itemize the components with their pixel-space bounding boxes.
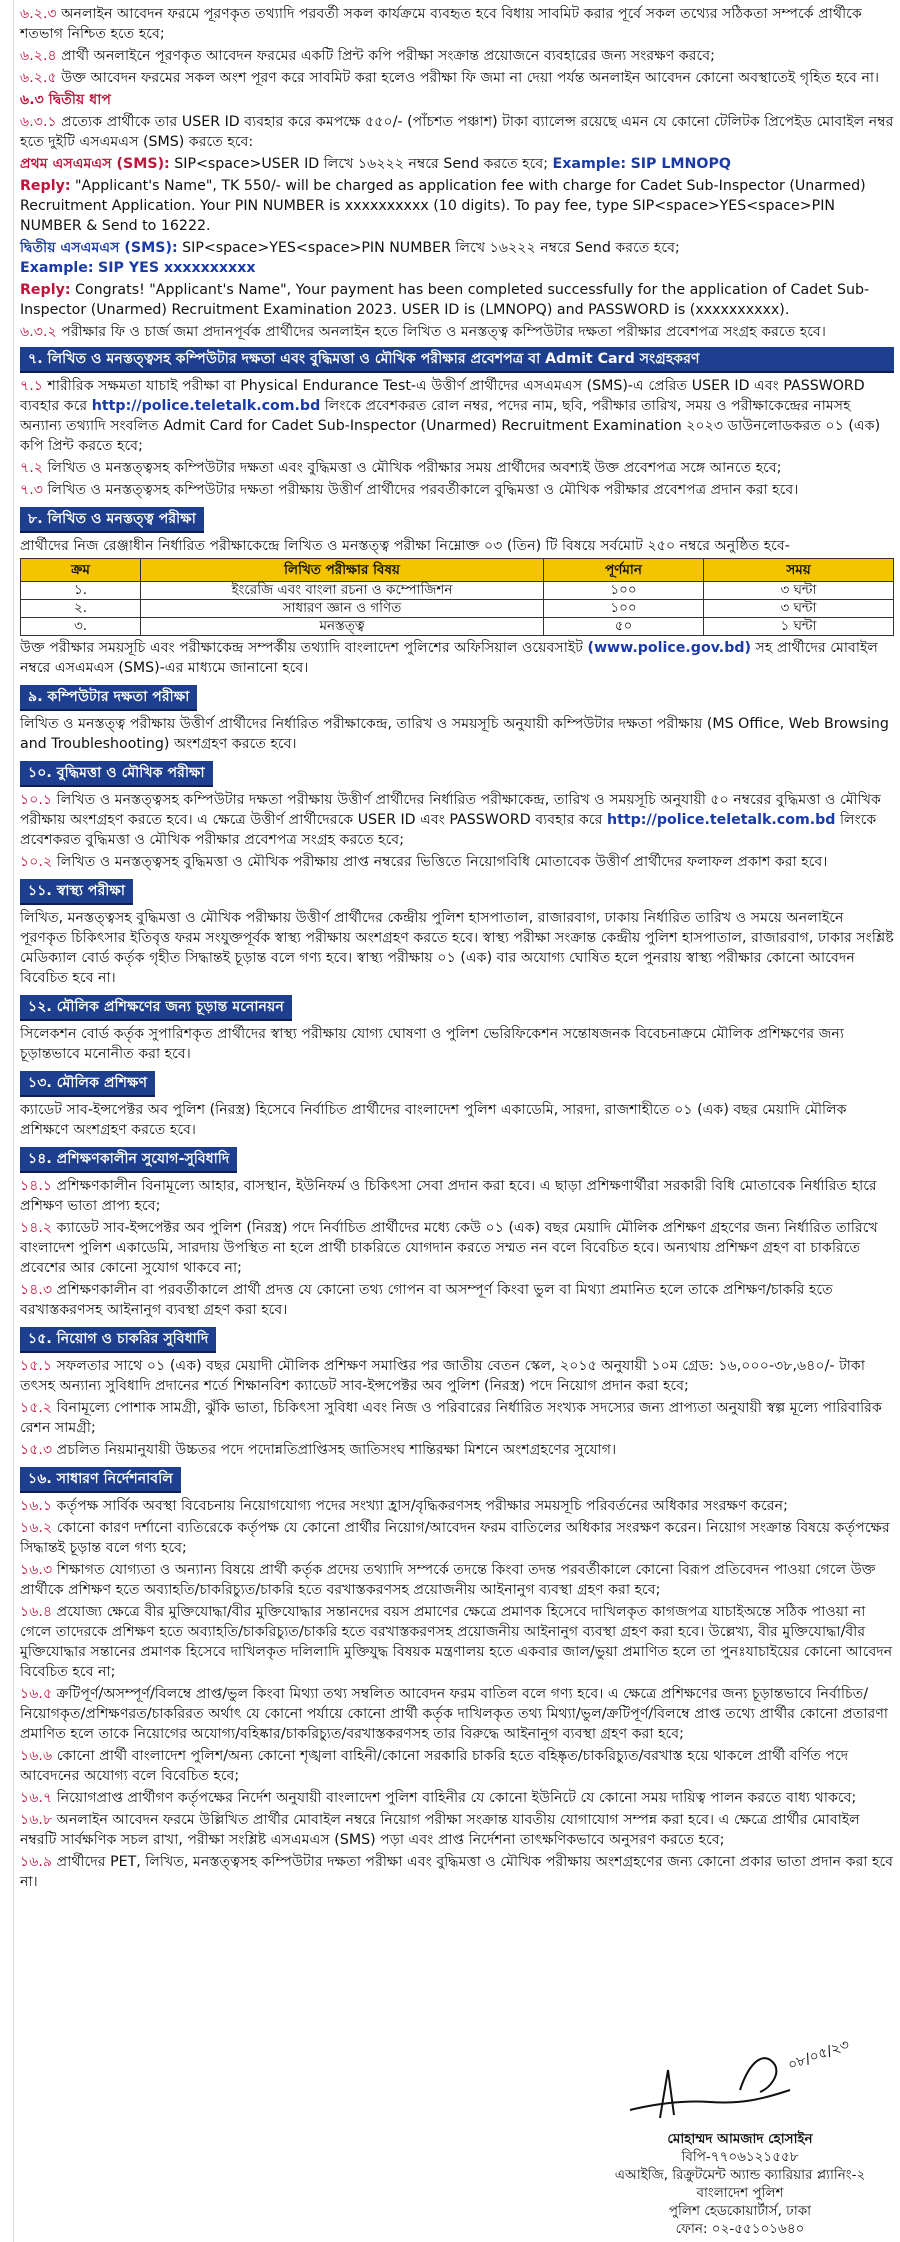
para-16-5 xyxy=(20,1684,894,1744)
first-sms-reply xyxy=(20,176,894,236)
item-text: কোনো প্রার্থী বাংলাদেশ পুলিশ/অন্য কোনো শৃঙ্খলা বাহিনী/কোনো সরকারি চাকরি হতে বহিষ্কৃত/চাকরিচ্যুত/বরখাস্ত হয়ে থাকলে প্রার্থী বর্ণিত পদে আবেদনের অযোগ্য বলে বিবেচিত হবে; xyxy=(20,1748,849,1784)
para-15-1 xyxy=(20,1356,894,1396)
para-16-7 xyxy=(20,1788,894,1808)
section-11-heading: ১১. স্বাস্থ্য পরীক্ষা xyxy=(20,879,133,905)
section-8-note xyxy=(20,638,894,678)
first-sms-instruction xyxy=(20,154,894,174)
sms-label: প্রথম এসএমএস (SMS): xyxy=(20,156,170,172)
para-15-3 xyxy=(20,1440,894,1460)
column-header: পূর্ণমান xyxy=(544,559,704,582)
table-cell: ৩. xyxy=(21,618,141,636)
para-6-2-3 xyxy=(20,4,894,44)
signatory-org: বাংলাদেশ পুলিশ xyxy=(696,2185,784,2201)
para-16-6 xyxy=(20,1746,894,1786)
table-row xyxy=(21,582,894,600)
note-text: উক্ত পরীক্ষার সময়সূচি এবং পরীক্ষাকেন্দ্র সম্পর্কীয় তথ্যাদি বাংলাদেশ পুলিশের অফিসিয়াল ওয়েবসাইট xyxy=(20,640,583,656)
table-cell: ২. xyxy=(21,600,141,618)
reply-label: Reply: xyxy=(20,178,71,194)
previous-page-edge xyxy=(0,0,14,2242)
example-value: SIP YES xxxxxxxxxx xyxy=(98,260,256,276)
para-14-2 xyxy=(20,1218,894,1278)
para-6-2-5 xyxy=(20,68,894,88)
section-12-text: সিলেকশন বোর্ড কর্তৃক সুপারিশকৃত প্রার্থীদের স্বাস্থ্য পরীক্ষায় যোগ্য ঘোষণা ও পুলিশ ভেরিফিকেশন সন্তোষজনক বিবেচনাক্রমে মৌলিক প্রশিক্ষণের জন্য চূড়ান্তভাবে মনোনীত করা হবে। xyxy=(20,1026,844,1062)
table-row xyxy=(21,600,894,618)
example-value: SIP LMNOPQ xyxy=(630,156,731,172)
column-header: ক্রম xyxy=(21,559,141,582)
item-text: সফলতার সাথে ০১ (এক) বছর মেয়াদী মৌলিক প্রশিক্ষণ সমাপ্তির পর জাতীয় বেতন স্কেল, ২০১৫ অনুযায়ী ১০ম গ্রেড: ১৬,০০০-৩৮,৬৪০/- টাকা তৎসহ অন্যান্য সুবিধাদি প্রদানের শর্তে শিক্ষানবিশ ক্যাডেট সাব-ইন্সপেক্টর অব পুলিশ (নিরস্ত্র) পদে নিয়োগ প্রদান করা হবে; xyxy=(20,1358,865,1394)
table-cell: ১০০ xyxy=(544,582,704,600)
reply-label: Reply: xyxy=(20,282,71,298)
item-text: ক্যাডেট সাব-ইন্সপেক্টর অব পুলিশ (নিরস্ত্র) পদে নির্বাচিত প্রার্থীদের মধ্যে কেউ ০১ (এক) বছর মেয়াদি মৌলিক প্রশিক্ষণ গ্রহণের জন্য নির্ধারিত তারিখে বাংলাদেশ পুলিশ একাডেমি, সারদায় উপস্থিত না হলে প্রার্থী চাকরিতে যোগদান করতে সম্মত নন বলে বিবেচিত হবে। অন্যথায় প্রশিক্ষণ গ্রহণ বা চাকরিতে প্রবেশের আর কোনো সুযোগ থাকবে না; xyxy=(20,1220,878,1276)
note-text: সহ প্রার্থীদের মোবাইল নম্বরে এসএমএস (SMS)-এর মাধ্যমে জানানো হবে। xyxy=(20,640,878,676)
section-8-intro: প্রার্থীদের নিজ রেঞ্জাধীন নির্ধারিত পরীক্ষাকেন্দ্রে লিখিত ও মনস্তত্ত্ব পরীক্ষা নিম্নোক্ত ০৩ (তিন) টি বিষয়ে সর্বমোট ২৫০ নম্বরে অনুষ্ঠিত হবে- xyxy=(20,538,790,554)
table-row xyxy=(21,618,894,636)
para-16-1 xyxy=(20,1496,894,1516)
para-16-8 xyxy=(20,1810,894,1850)
item-number: ১৪.২ xyxy=(20,1220,53,1236)
signature-date: ০৮/০৫/২৩ xyxy=(785,2036,852,2074)
handwritten-signature xyxy=(590,2030,870,2130)
item-text: লিখিত ও মনস্তত্ত্বসহ বুদ্ধিমত্তা ও মৌখিক পরীক্ষায় প্রাপ্ত নম্বরের ভিত্তিতে নিয়োগবিধি মোতাবেক উত্তীর্ণ প্রার্থীদের ফলাফল প্রকাশ করা হবে। xyxy=(56,854,828,870)
para-6-2-4 xyxy=(20,46,894,66)
para-7-1 xyxy=(20,376,894,456)
item-number: ১৬.২ xyxy=(20,1520,53,1536)
item-number: ১০.১ xyxy=(20,792,53,808)
para-7-2 xyxy=(20,458,894,478)
signatory-designation: এআইজি, রিক্রুটমেন্ট অ্যান্ড ক্যারিয়ার প্ল্যানিং-২ xyxy=(614,2167,866,2183)
item-number: ৬.২.৩ xyxy=(20,6,57,22)
item-text: বিনামূল্যে পোশাক সামগ্রী, ঝুঁকি ভাতা, চিকিৎসা সুবিধা এবং নিজ ও পরিবারের নির্ধারিত সংখ্যক সদস্যের জন্য প্রাপ্যতা অনুযায়ী স্বল্প মূল্যে পারিবারিক রেশন সামগ্রী; xyxy=(20,1400,882,1436)
item-number: ১৪.৩ xyxy=(20,1282,53,1298)
item-text: নিয়োগপ্রাপ্ত প্রার্থীগণ কর্তৃপক্ষের নির্দেশ অনুযায়ী বাংলাদেশ পুলিশ বাহিনীর যে কোনো ইউনিটে যে কোনো সময় দায়িত্ব পালন করতে বাধ্য থাকবে; xyxy=(56,1790,857,1806)
section-7-heading: ৭. লিখিত ও মনস্তত্ত্বসহ কম্পিউটার দক্ষতা এবং বুদ্ধিমত্তা ও মৌখিক পরীক্ষার প্রবেশপত্র বা Admit Card সংগ্রহকরণ xyxy=(20,347,894,373)
signatory-phone: ফোন: ০২-৫৫১০১৬৪০ xyxy=(675,2221,805,2237)
item-number: ১৬.৭ xyxy=(20,1790,53,1806)
section-9-text: লিখিত ও মনস্তত্ত্ব পরীক্ষায় উত্তীর্ণ প্রার্থীদের নির্ধারিত পরীক্ষাকেন্দ্র, তারিখ ও সময়সূচি অনুযায়ী কম্পিউটার দক্ষতা পরীক্ষায় (MS Office, Web Browsing and Troubleshooting) অংশগ্রহণ করতে হবে। xyxy=(20,716,889,752)
signatory-office: পুলিশ হেডকোয়ার্টার্স, ঢাকা xyxy=(668,2203,812,2219)
item-number: ১৬.৩ xyxy=(20,1562,53,1578)
reply-text: "Applicant's Name", TK 550/- will be charged as application fee with charge for Cadet Sub-Inspector (Unarmed) Recruitment Application. Your PIN NUMBER is xxxxxxxxxx (10 digits). To pay fee, type SIP<space>YES<space>PIN NUMBER & Send to 16222. xyxy=(20,178,866,234)
section-10-heading: ১০. বুদ্ধিমত্তা ও মৌখিক পরীক্ষা xyxy=(20,761,213,787)
para-16-2 xyxy=(20,1518,894,1558)
item-number: ৬.৩.২ xyxy=(20,324,57,340)
table-cell: ৩ ঘন্টা xyxy=(704,582,894,600)
subheading-6-3: ৬.৩ দ্বিতীয় ধাপ xyxy=(20,92,111,108)
table-cell: ১০০ xyxy=(544,600,704,618)
table-cell: ৫০ xyxy=(544,618,704,636)
teletalk-link[interactable]: http://police.teletalk.com.bd xyxy=(91,398,321,414)
second-sms-instruction xyxy=(20,238,894,278)
teletalk-link[interactable]: http://police.teletalk.com.bd xyxy=(606,812,836,828)
notice-content xyxy=(20,4,894,1894)
section-14-heading: ১৪. প্রশিক্ষণকালীন সুযোগ-সুবিধাদি xyxy=(20,1147,237,1173)
example-label: Example: xyxy=(552,156,627,172)
item-text: প্রযোজ্য ক্ষেত্রে বীর মুক্তিযোদ্ধা/বীর মুক্তিযোদ্ধার সন্তানদের বয়স প্রমাণের ক্ষেত্রে প্রমাণক হিসেবে দাখিলকৃত কাগজপত্র যাচাইঅন্তে সঠিক পাওয়া না গেলে তাদেরকে প্রশিক্ষণ হতে অব্যাহতি/চাকরিচ্যুত/চাকরি হতে বরখাস্তকরণসহ প্রয়োজনীয় আইনানুগ ব্যবস্থা গ্রহণ করা হবে। উল্লেখ্য, বীর মুক্তিযোদ্ধা/বীর মুক্তিযোদ্ধার সন্তানের প্রমাণক হিসেবে দাখিলকৃত দলিলাদি মুক্তিযুদ্ধ বিষয়ক মন্ত্রণালয় হতে একবার জাল/ভুয়া প্রমাণিত হলে তা পুনঃযাচাইয়ের কোনো আবেদন বিবেচিত হবে না; xyxy=(20,1604,893,1680)
para-7-3 xyxy=(20,480,894,500)
sms-label: দ্বিতীয় এসএমএস (SMS): xyxy=(20,240,178,256)
para-16-4 xyxy=(20,1602,894,1682)
signatory-bp: বিপি-৭৭০৬১২১৫৫৮ xyxy=(681,2149,799,2165)
section-12-heading: ১২. মৌলিক প্রশিক্ষণের জন্য চূড়ান্ত মনোনয়ন xyxy=(20,995,292,1021)
item-text: কর্তৃপক্ষ সার্বিক অবস্থা বিবেচনায় নিয়োগযোগ্য পদের সংখ্যা হ্রাস/বৃদ্ধিকরণসহ পরীক্ষার সময়সূচি পরিবর্তনের অধিকার সংরক্ষণ করেন; xyxy=(56,1498,788,1514)
sms-text: SIP<space>USER ID লিখে ১৬২২২ নম্বরে Send করতে হবে; xyxy=(174,156,549,172)
item-text: প্রার্থীদের PET, লিখিত, মনস্তত্ত্বসহ কম্পিউটার দক্ষতা পরীক্ষা এবং বুদ্ধিমত্তা ও মৌখিক পরীক্ষায় অংশগ্রহণের জন্য কোনো প্রকার ভাতা প্রদান করা হবে না। xyxy=(20,1854,894,1890)
police-website-link[interactable]: (www.police.gov.bd) xyxy=(587,640,751,656)
para-16-3 xyxy=(20,1560,894,1600)
para-16-9 xyxy=(20,1852,894,1892)
column-header: লিখিত পরীক্ষার বিষয় xyxy=(141,559,544,582)
item-number: ৬.৩.১ xyxy=(20,114,57,130)
second-sms-reply xyxy=(20,280,894,320)
item-text: কোনো কারণ দর্শানো ব্যতিরেকে কর্তৃপক্ষ যে কোনো প্রার্থীর নিয়োগ/আবেদন ফরম বাতিলের অধিকার সংরক্ষণ করেন। নিয়োগ সংক্রান্ত বিষয়ে কর্তৃপক্ষের সিদ্ধান্তই চূড়ান্ত বলে গণ্য হবে; xyxy=(20,1520,890,1556)
item-number: ১৫.১ xyxy=(20,1358,53,1374)
para-10-2 xyxy=(20,852,894,872)
item-number: ১৫.৩ xyxy=(20,1442,53,1458)
item-text: প্রচলিত নিয়মানুযায়ী উচ্চতর পদে পদোন্নতিপ্রাপ্তিসহ জাতিসংঘ শান্তিরক্ষা মিশনে অংশগ্রহণের সুযোগ। xyxy=(56,1442,617,1458)
para-15-2 xyxy=(20,1398,894,1438)
item-number: ১৪.১ xyxy=(20,1178,53,1194)
signatory-block xyxy=(590,2130,890,2238)
item-number: ১৬.৫ xyxy=(20,1686,53,1702)
item-number: ৭.২ xyxy=(20,460,43,476)
section-11-text: লিখিত, মনস্তত্ত্বসহ বুদ্ধিমত্তা ও মৌখিক পরীক্ষায় উত্তীর্ণ প্রার্থীদের কেন্দ্রীয় পুলিশ হাসপাতাল, রাজারবাগ, ঢাকায় নির্ধারিত তারিখ ও সময়ে অনলাইনে পূরণকৃত চিকিৎসার ইতিবৃত্ত ফরম সংযুক্তপূর্বক স্বাস্থ্য পরীক্ষায় অংশগ্রহণ করতে হবে। স্বাস্থ্য পরীক্ষা সংক্রান্ত কেন্দ্রীয় পুলিশ হাসপাতাল, রাজারবাগ, ঢাকার সংশ্লিষ্ট মেডিক্যাল বোর্ড কর্তৃক গৃহীত সিদ্ধান্তই চূড়ান্ত বলে গণ্য হবে। স্বাস্থ্য পরীক্ষায় ০১ (এক) বার অযোগ্য ঘোষিত হলে পুনরায় স্বাস্থ্য পরীক্ষার কোনো আবেদন বিবেচিত হবে না। xyxy=(20,910,894,986)
item-text: লিখিত ও মনস্তত্ত্বসহ কম্পিউটার দক্ষতা এবং বুদ্ধিমত্তা ও মৌখিক পরীক্ষার সময় প্রার্থীদের অবশ্যই উক্ত প্রবেশপত্র সঙ্গে আনতে হবে; xyxy=(47,460,782,476)
table-cell: ৩ ঘন্টা xyxy=(704,600,894,618)
item-text: পরীক্ষার ফি ও চার্জ জমা প্রদানপূর্বক প্রার্থীদের অনলাইন হতে লিখিত ও মনস্তত্ত্ব কম্পিউটার দক্ষতা পরীক্ষার প্রবেশপত্র সংগ্রহ করতে হবে। xyxy=(61,324,826,340)
item-number: ১৬.৮ xyxy=(20,1812,53,1828)
item-number: ৬.২.৪ xyxy=(20,48,57,64)
section-8-heading: ৮. লিখিত ও মনস্তত্ত্ব পরীক্ষা xyxy=(20,507,204,533)
item-text: লিখিত ও মনস্তত্ত্বসহ কম্পিউটার দক্ষতা পরীক্ষায় উত্তীর্ণ প্রার্থীদের নির্ধারিত পরীক্ষাকেন্দ্র, তারিখ ও সময়সূচি অনুযায়ী ৫০ নম্বরের বুদ্ধিমত্তা ও মৌখিক পরীক্ষায় অংশগ্রহণ করতে হবে। এ ক্ষেত্রে উত্তীর্ণ প্রার্থীদেরকে USER ID এবং PASSWORD ব্যবহার করে xyxy=(20,792,881,828)
item-text: অনলাইন আবেদন ফরমে উল্লিখিত প্রার্থীর মোবাইল নম্বরে নিয়োগ পরীক্ষা সংক্রান্ত যাবতীয় যোগাযোগ সম্পন্ন করা হবে। এ ক্ষেত্রে প্রার্থীর মোবাইল নম্বরটি সার্বক্ষণিক সচল রাখা, পরীক্ষা সংশ্লিষ্ট এসএমএস (SMS) পড়া এবং প্রাপ্ত নির্দেশনা তাৎক্ষণিকভাবে অনুসরণ করতে হবে; xyxy=(20,1812,860,1848)
section-13-text: ক্যাডেট সাব-ইন্সপেক্টর অব পুলিশ (নিরস্ত্র) হিসেবে নির্বাচিত প্রার্থীদের বাংলাদেশ পুলিশ একাডেমি, সারদা, রাজশাহীতে ০১ (এক) বছর মেয়াদি মৌলিক প্রশিক্ষণে অংশগ্রহণ করতে হবে। xyxy=(20,1102,847,1138)
item-number: ১৬.৯ xyxy=(20,1854,53,1870)
sms-text: SIP<space>YES<space>PIN NUMBER লিখে ১৬২২২ নম্বরে Send করতে হবে; xyxy=(182,240,680,256)
example-label: Example: xyxy=(20,260,94,276)
signatory-name: মোহাম্মদ আমজাদ হোসাইন xyxy=(667,2131,813,2147)
para-6-3-2 xyxy=(20,322,894,342)
table-cell: ইংরেজি এবং বাংলা রচনা ও কম্পোজিশন xyxy=(141,582,544,600)
item-text: প্রশিক্ষণকালীন বা পরবর্তীকালে প্রার্থী প্রদত্ত যে কোনো তথ্য গোপন বা অসম্পূর্ণ কিংবা ভুল বা মিথ্যা প্রমানিত হলে তাকে প্রশিক্ষণ/চাকরি হতে বরখাস্তকরণসহ আইনানুগ ব্যবস্থা গ্রহণ করা হবে। xyxy=(20,1282,833,1318)
item-text: প্রার্থী অনলাইনে পূরণকৃত আবেদন ফরমের একটি প্রিন্ট কপি পরীক্ষা সংক্রান্ত প্রয়োজনে ব্যবহারের জন্য সংরক্ষণ করবে; xyxy=(61,48,715,64)
item-text: ক্রটিপূর্ণ/অসম্পূর্ণ/বিলম্বে প্রাপ্ত/ভুল কিংবা মিথ্যা তথ্য সম্বলিত আবেদন ফরম বাতিল বলে গণ্য হবে। এ ক্ষেত্রে প্রশিক্ষণের জন্য চূড়ান্তভাবে নির্বাচিত/নিয়োগকৃত/প্রশিক্ষণরত/চাকরিরত অর্থাৎ যে কোনো পর্যায়ে কোনো প্রার্থী কর্তৃক দাখিলকৃত তথ্য মিথ্যা/ভুল/ক্রটিপূর্ণ/বিলম্বে প্রাপ্ত তথ্যে প্রার্থীর কোনো প্রতারণা প্রমাণিত হলে তাকে নিয়োগের অযোগ্য/বহিষ্কার/চাকরিচ্যুত/বরখাস্তকরণসহ তার বিরুদ্ধে আইনানুগ ব্যবস্থা গ্রহণ করা হবে; xyxy=(20,1686,889,1742)
para-10-1 xyxy=(20,790,894,850)
item-text: শারীরিক সক্ষমতা যাচাই পরীক্ষা বা Physical Endurance Test-এ উত্তীর্ণ প্রার্থীদের এসএমএস (SMS)-এ প্রেরিত USER ID এবং PASSWORD ব্যবহার করে xyxy=(20,378,865,414)
item-number: ১৬.৪ xyxy=(20,1604,53,1620)
item-text: লিংকে প্রবেশকরত বুদ্ধিমত্তা ও মৌখিক পরীক্ষার প্রবেশপত্র সংগ্রহ করতে হবে; xyxy=(20,812,877,848)
section-15-heading: ১৫. নিয়োগ ও চাকরির সুবিধাদি xyxy=(20,1327,216,1353)
item-number: ৭.৩ xyxy=(20,482,43,498)
item-text: উক্ত আবেদন ফরমের সকল অংশ পূরণ করে সাবমিট করা হলেও পরীক্ষা ফি জমা না দেয়া পর্যন্ত অনলাইন আবেদন কোনো অবস্থাতেই গৃহিত হবে না। xyxy=(61,70,880,86)
reply-text: Congrats! "Applicant's Name", Your payment has been completed successfully for the application of Cadet Sub-Inspector (Unarmed) Recruitment Examination 2023. USER ID is (LMNOPQ) and PASSWORD is (xxxxxxxxxx). xyxy=(20,282,870,318)
item-text: অনলাইন আবেদন ফরমে পূরণকৃত তথ্যাদি পরবর্তী সকল কার্যক্রমে ব্যবহৃত হবে বিধায় সাবমিট করার পূর্বে সকল তথ্যের সঠিকতা সম্পর্কে প্রার্থীকে শতভাগ নিশ্চিত হতে হবে; xyxy=(20,6,862,42)
item-number: ৭.১ xyxy=(20,378,43,394)
section-9-heading: ৯. কম্পিউটার দক্ষতা পরীক্ষা xyxy=(20,685,197,711)
table-cell: মনস্তত্ত্ব xyxy=(141,618,544,636)
para-6-3-1 xyxy=(20,112,894,152)
para-14-1 xyxy=(20,1176,894,1216)
para-14-3 xyxy=(20,1280,894,1320)
item-number: ১৬.১ xyxy=(20,1498,53,1514)
signature-drawing xyxy=(590,2030,870,2130)
item-text: প্রশিক্ষণকালীন বিনামূল্যে আহার, বাসস্থান, ইউনিফর্ম ও চিকিৎসা সেবা প্রদান করা হবে। এ ছাড়া প্রশিক্ষণার্থীরা সরকারী বিধি মোতাবেক নির্ধারিত হারে প্রশিক্ষণ ভাতা প্রাপ্য হবে; xyxy=(20,1178,877,1214)
written-exam-table xyxy=(20,558,894,636)
item-text: লিখিত ও মনস্তত্ত্বসহ কম্পিউটার দক্ষতা পরীক্ষায় উত্তীর্ণ প্রার্থীদের পরবর্তীকালে বুদ্ধিমত্তা ও মৌখিক পরীক্ষার প্রবেশপত্র প্রদান করা হবে। xyxy=(47,482,799,498)
item-number: ১৬.৬ xyxy=(20,1748,53,1764)
table-cell: ১. xyxy=(21,582,141,600)
item-number: ১০.২ xyxy=(20,854,53,870)
item-text: প্রত্যেক প্রার্থীকে তার USER ID ব্যবহার করে কমপক্ষে ৫৫০/- (পাঁচশত পঞ্চাশ) টাকা ব্যালেন্স রয়েছে এমন যে কোনো টেলিটক প্রিপেইড মোবাইল নম্বর হতে দুইটি এসএমএস (SMS) করতে হবে: xyxy=(20,114,894,150)
item-number: ৬.২.৫ xyxy=(20,70,57,86)
table-header-row xyxy=(21,559,894,582)
table-cell: সাধারণ জ্ঞান ও গণিত xyxy=(141,600,544,618)
table-cell: ১ ঘন্টা xyxy=(704,618,894,636)
item-text: শিক্ষাগত যোগ্যতা ও অন্যান্য বিষয়ে প্রার্থী কর্তৃক প্রদেয় তথ্যাদি সম্পর্কে তদন্তে কিংবা তদন্ত পরবর্তীকালে কোনো বিরূপ প্রতিবেদন পাওয়া গেলে উক্ত প্রার্থীকে প্রশিক্ষণ হতে অব্যাহতি/চাকরিচ্যুত/চাকরি হতে বরখাস্তকরণসহ প্রয়োজনীয় আইনানুগ ব্যবস্থা গ্রহণ করা হবে; xyxy=(20,1562,876,1598)
section-13-heading: ১৩. মৌলিক প্রশিক্ষণ xyxy=(20,1071,155,1097)
section-16-heading: ১৬. সাধারণ নির্দেশনাবলি xyxy=(20,1467,181,1493)
item-number: ১৫.২ xyxy=(20,1400,53,1416)
item-text: লিংকে প্রবেশকরত রোল নম্বর, পদের নাম, ছবি, পরীক্ষার তারিখ, সময় ও পরীক্ষাকেন্দ্রের নামসহ অন্যান্য তথ্যাদি সংবলিত Admit Card for Cadet Sub-Inspector (Unarmed) Recruitment Examination ২০২৩ ডাউনলোডকরত ০১ (এক) কপি প্রিন্ট করতে হবে; xyxy=(20,398,881,454)
column-header: সময় xyxy=(704,559,894,582)
